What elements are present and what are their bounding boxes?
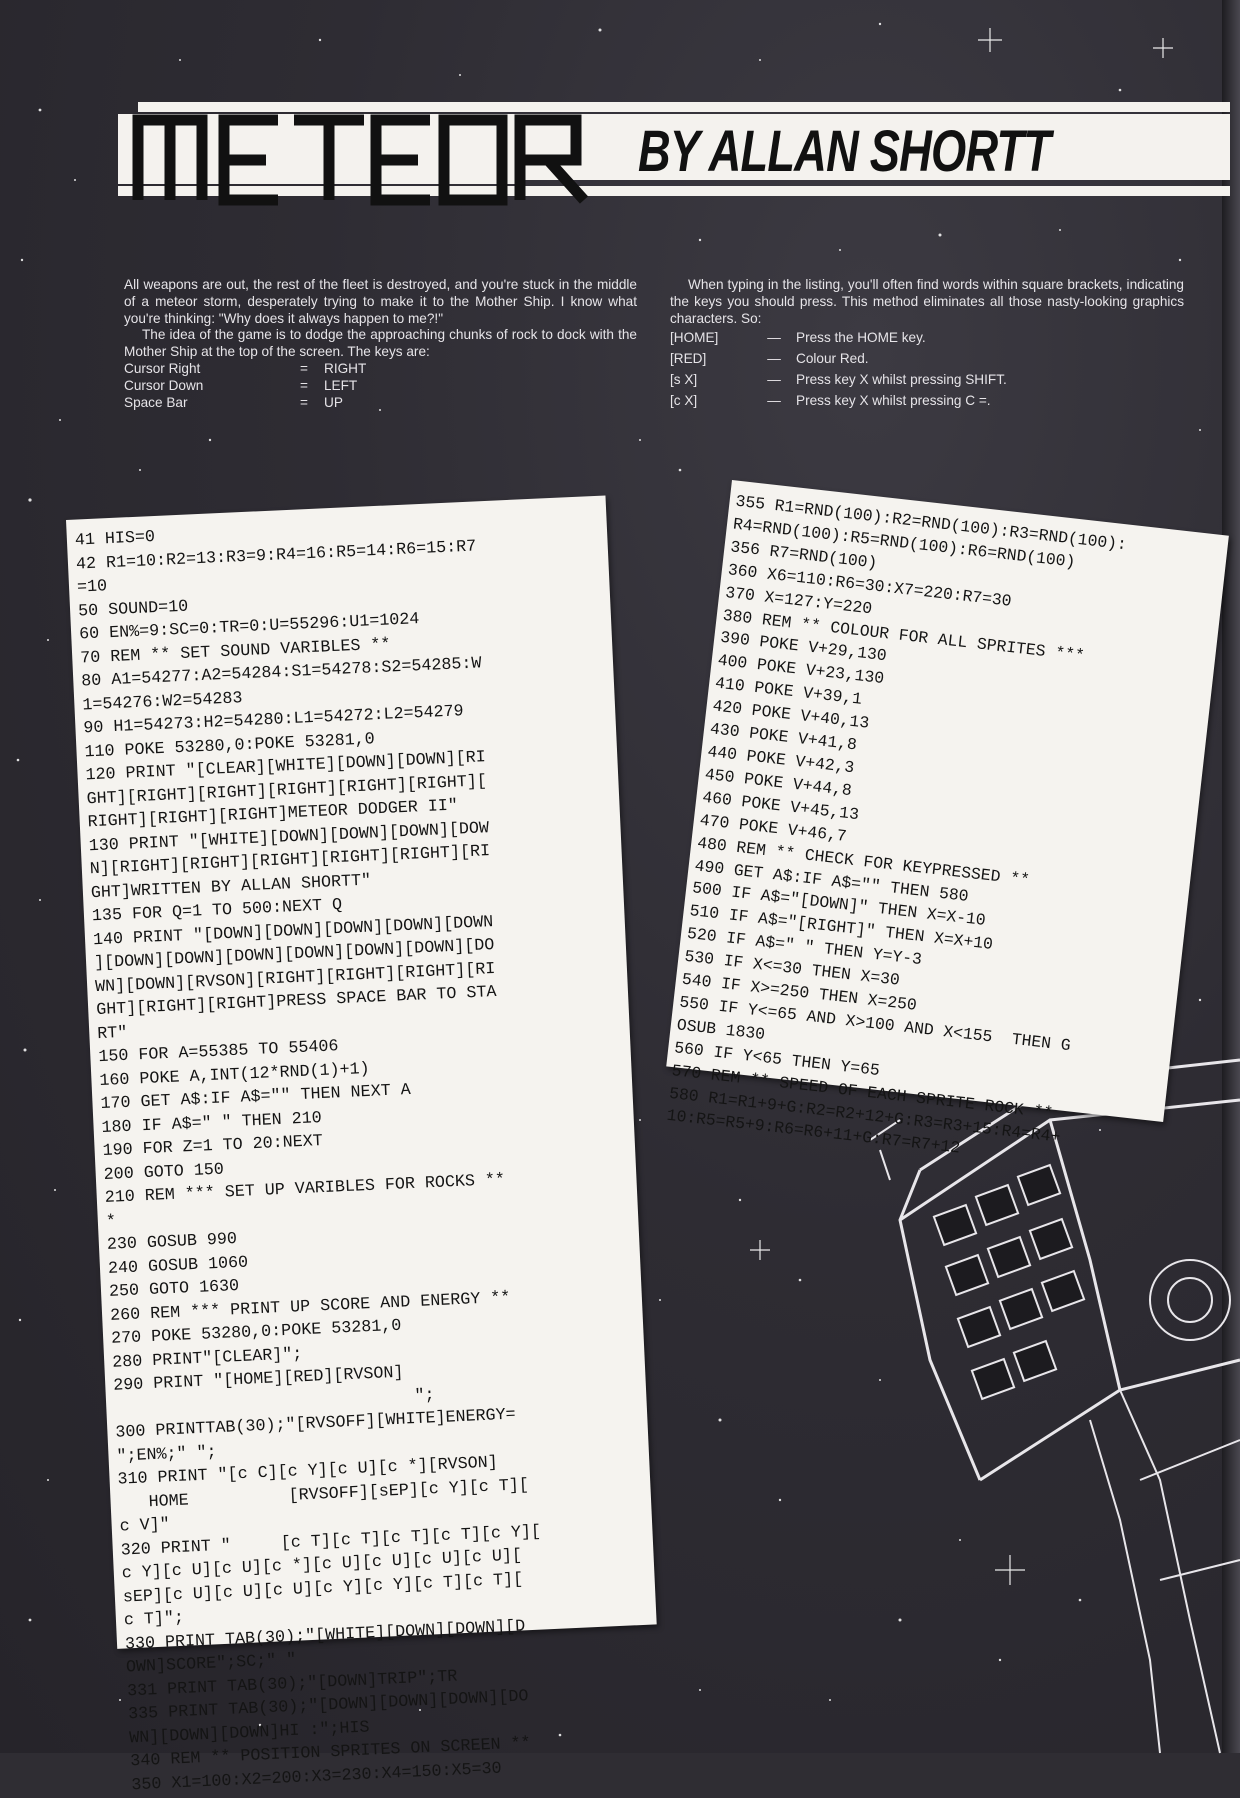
key-action: LEFT [324, 377, 358, 393]
intro-left-column [124, 277, 637, 411]
legend-code: [c X] [670, 393, 698, 409]
key-equals: = [300, 394, 308, 410]
key-name: Cursor Right [124, 360, 201, 376]
legend-dash: — [767, 351, 781, 367]
legend-row [670, 348, 1007, 369]
key-name: Space Bar [124, 394, 188, 410]
legend-desc: Press key X whilst pressing SHIFT. [796, 372, 1007, 388]
intro-paragraph-1: All weapons are out, the rest of the fleet is destroyed, and you're stuck in the middle of a meteor storm, desperately trying to make it to the Mother Ship. I know what you're thinking: "Why does it always happen to me?!" [124, 277, 637, 326]
legend-dash: — [767, 330, 781, 346]
byline: BY ALLAN SHORTT [638, 119, 1051, 184]
key-name: Cursor Down [124, 377, 204, 393]
legend-desc: Press the HOME key. [796, 330, 926, 346]
legend-code: [HOME] [670, 330, 719, 346]
key-action: RIGHT [324, 360, 367, 376]
key-equals: = [300, 377, 308, 393]
keys-row [124, 395, 366, 412]
legend-dash: — [767, 372, 781, 388]
typing-note: When typing in the listing, you'll often find words within square brackets, indicating the keys you should press. This method eliminates all those nasty-looking graphics characters. So: [670, 277, 1184, 326]
intro-paragraph-2: The idea of the game is to dodge the approaching chunks of rock to dock with the Mother Ship at the top of the screen. The keys are: [124, 327, 637, 360]
title-banner [118, 100, 1230, 212]
listing-card-left [66, 496, 657, 1795]
legend-code: [s X] [670, 372, 698, 388]
keys-table [124, 361, 366, 411]
legend-desc: Colour Red. [796, 351, 869, 367]
key-equals: = [300, 360, 308, 376]
legend-desc: Press key X whilst pressing C =. [796, 393, 991, 409]
legend-table [670, 327, 1007, 411]
basic-listing-right: 355 R1=RND(100):R2=RND(100):R3=RND(100): R4=RND(100):R5=RND(100):R6=RND(100) 356 R7=RND(100) 360 X6=110:R6=30:X7=220:R7=30 370 X=127:Y=220 380 REM ** COLOUR FOR ALL SPRITES *** 390 POKE V+29,130 400 POKE V+23,130 410 POKE V+39,1 420 POKE V+40,13 430 POKE V+41,8 440 POKE V+42,3 450 POKE V+44,8 460 POKE V+45,13 470 POKE V+46,7 480 REM ** CHECK FOR KEYPRESSED ** 490 GET A$:IF A$="" THEN 580 500 IF A$="[DOWN]" THEN X=X-10 510 IF A$="[RIGHT]" THEN X=X+10 520 IF A$=" " THEN Y=Y-3 530 IF X<=30 THEN X=30 540 IF X>=250 THEN X=250 550 IF Y<=65 AND X>100 AND X<155 THEN G OSUB 1830 560 IF Y<65 THEN Y=65 570 REM ** SPEED OF EACH SPRITE ROCK ** 580 R1=R1+9+G:R2=R2+12+G:R3=R3+15:R4=R4+ 10:R5=R5+9:R6=R6+11+G:R7=R7+12 [665, 491, 1128, 1158]
legend-row [670, 390, 1007, 411]
listing-card-right [665, 480, 1229, 1158]
key-action: UP [324, 394, 343, 410]
legend-row [670, 369, 1007, 390]
keys-row [124, 378, 366, 395]
legend-dash: — [767, 393, 781, 409]
meteor-logo [128, 104, 628, 208]
legend-code: [RED] [670, 351, 707, 367]
keys-row [124, 361, 366, 378]
basic-listing-left: 41 HIS=0 42 R1=10:R2=13:R3=9:R4=16:R5=14:R6=15:R7 =10 50 SOUND=10 60 EN%=9:SC=0:TR=0:U=55296:U1=1024 70 REM ** SET SOUND VARIBLES ** 80 A1=54277:A2=54284:S1=54278:S2=54285:W 1=54276:W2=54283 90 H1=54273:H2=54280:L1=54272:L2=54279 110 POKE 53280,0:POKE 53281,0 120 PRINT "[CLEAR][WHITE][DOWN][DOWN][RI GHT][RIGHT][RIGHT][RIGHT][RIGHT][RIGHT][ RIGHT][RIGHT][RIGHT]METEOR DODGER II" 130 PRINT "[WHITE][DOWN][DOWN][DOWN][DOW N][RIGHT][RIGHT][RIGHT][RIGHT][RIGHT][RI GHT]WRITTEN BY ALLAN SHORTT" 135 FOR Q=1 TO 500:NEXT Q 140 PRINT "[DOWN][DOWN][DOWN][DOWN][DOWN ][DOWN][DOWN][DOWN][DOWN][DOWN][DOWN][DO WN][DOWN][RVSON][RIGHT][RIGHT][RIGHT][RI GHT][RIGHT][RIGHT]PRESS SPACE BAR TO STA RT" 150 FOR A=55385 TO 55406 160 POKE A,INT(12*RND(1)+1) 170 GET A$:IF A$="" THEN NEXT A 180 IF A$=" " THEN 210 190 FOR Z=1 TO 20:NEXT 200 GOTO 150 210 REM *** SET UP VARIBLES FOR ROCKS ** * 230 GOSUB 990 240 GOSUB 1060 250 GOTO 1630 260 REM *** PRINT UP SCORE AND ENERGY ** 270 POKE 53280,0:POKE 53281,0 280 PRINT"[CLEAR]"; 290 PRINT "[HOME][RED][RVSON] "; 300 PRINTTAB(30);"[RVSOFF][WHITE]ENERGY= ";EN%;" "; 310 PRINT "[c C][c Y][c U][c *][RVSON] HOME [RVSOFF][sEP][c Y][c T][ c V]" 320 PRINT " [c T][c T][c T][c T][c Y][ c Y][c U][c U][c *][c U][c U][c U][c U][ sEP][c U][c U][c U][c Y][c Y][c T][c T][ c T]"; 330 PRINT TAB(30);"[WHITE][DOWN][DOWN][D OWN]SCORE";SC;" " 331 PRINT TAB(30);"[DOWN]TRIP";TR 335 PRINT TAB(30);"[DOWN][DOWN][DOWN][DO WN][DOWN][DOWN]HI :";HIS 340 REM ** POSITION SPRITES ON SCREEN ** 350 X1=100:X2=200:X3=230:X4=150:X5=30 [74, 527, 542, 1795]
legend-row [670, 327, 1007, 348]
intro-right-column [670, 277, 1184, 411]
